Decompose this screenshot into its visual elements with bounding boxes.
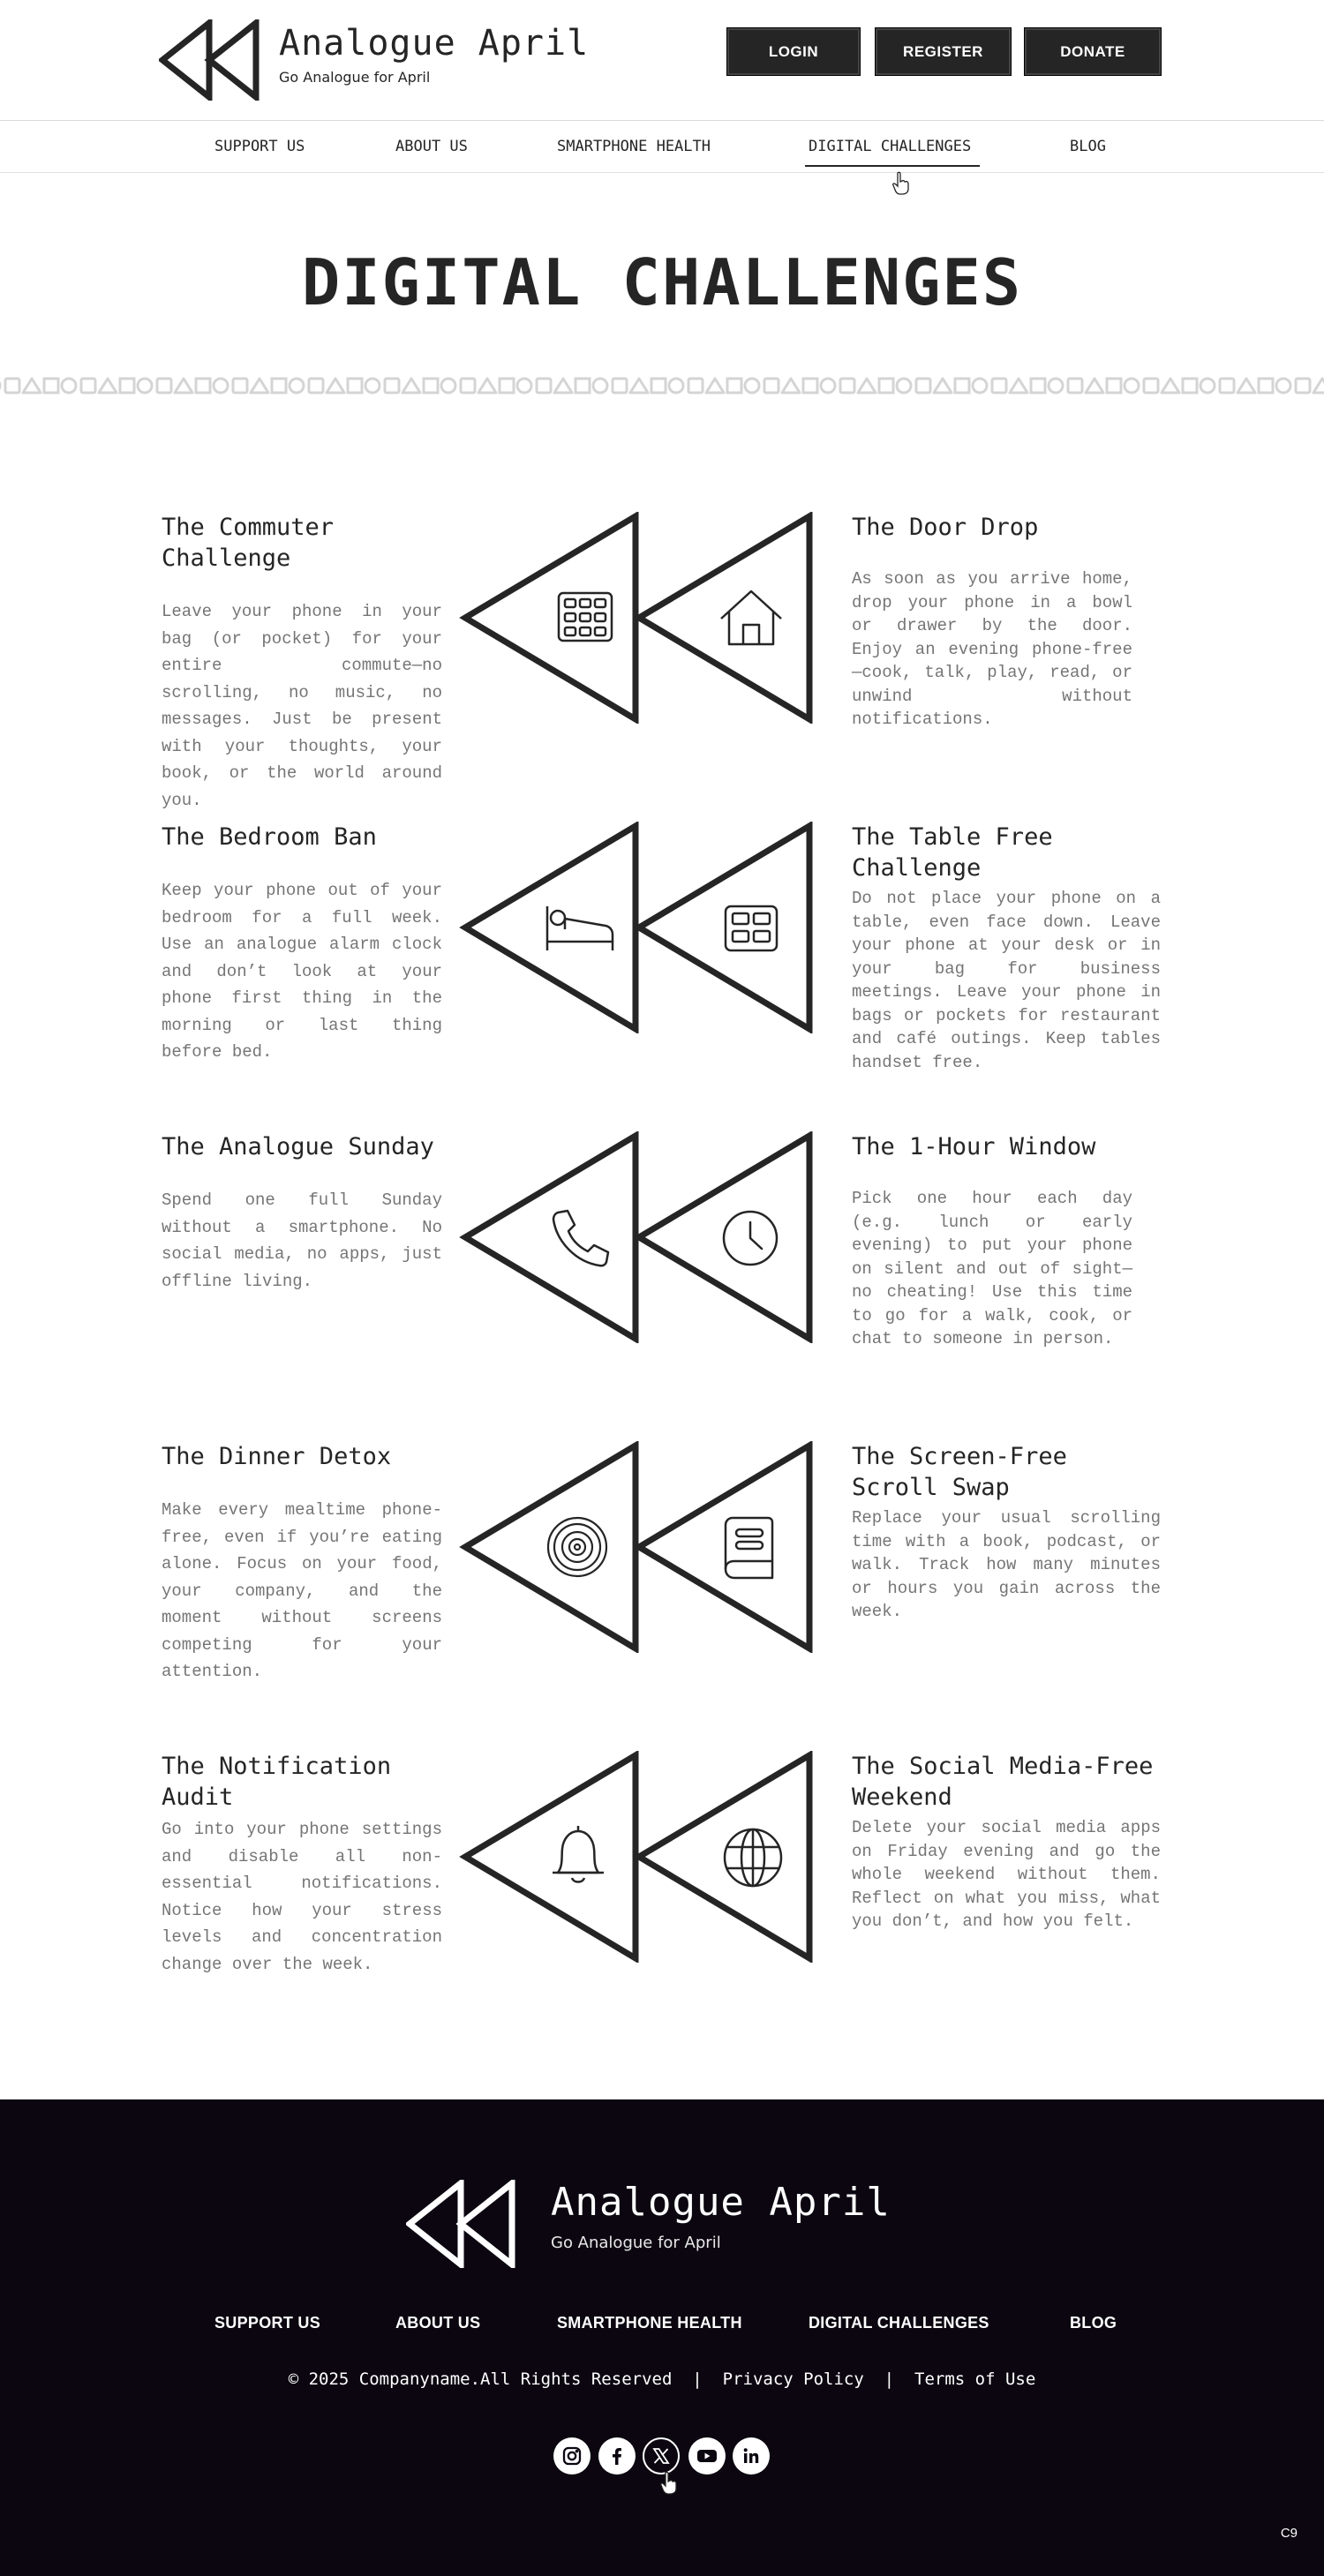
footer-logo[interactable]: [406, 2180, 891, 2268]
site-footer: [0, 2099, 1324, 2576]
terms-of-use-link[interactable]: Terms of Use: [914, 2369, 1036, 2389]
brand-tagline: Go Analogue for April: [279, 69, 431, 86]
footer-nav-blog[interactable]: BLOG: [1070, 2314, 1117, 2332]
challenge-title: The Social Media-Free Weekend: [852, 1753, 1154, 1811]
challenge-description: Make every mealtime phone-free, even if you’re eating alone. Focus on your food, your company, and the moment without screens competing for your attention.: [162, 1500, 442, 1681]
main-nav: [0, 122, 1324, 173]
rewind-logo-icon: [406, 2180, 517, 2268]
footer-nav-about-us[interactable]: ABOUT US: [395, 2314, 481, 2332]
challenge-title: The Bedroom Ban: [162, 823, 377, 851]
legal-separator: |: [692, 2369, 703, 2389]
challenge-description: Pick one hour each day (e.g. lunch or early evening) to put your phone on silent and out of sight—no cheating! Use this time to go for a walk, cook, or chat to someone in person.: [852, 1189, 1132, 1348]
challenge-description: Spend one full Sunday without a smartphone. No social media, no apps, just offline living.: [162, 1190, 442, 1291]
instagram-link[interactable]: [553, 2437, 591, 2475]
challenge-card: [852, 822, 1161, 1074]
challenge-row: [0, 512, 1324, 810]
challenge-description: Delete your social media apps on Friday evening and go the whole weekend without them. Reflect on what you miss, what you don’t, and how you felt.: [852, 1818, 1161, 1931]
instagram-icon: [561, 2445, 583, 2467]
challenge-title: The 1-Hour Window: [852, 1133, 1096, 1160]
hand-cursor-icon: [891, 171, 911, 196]
copyright-text: © 2025 Companyname.All Rights Reserved: [288, 2369, 673, 2389]
login-button[interactable]: LOGIN: [726, 27, 861, 76]
register-button[interactable]: REGISTER: [875, 27, 1012, 76]
header-logo[interactable]: [159, 19, 589, 101]
facebook-icon: [606, 2445, 628, 2467]
challenge-card: [852, 512, 1132, 732]
hand-cursor-icon: [659, 2471, 679, 2496]
shape-pattern-divider: [0, 372, 1324, 399]
challenge-row: [0, 1131, 1324, 1396]
phone-icon: [553, 1211, 608, 1265]
page-title: DIGITAL CHALLENGES: [301, 245, 1023, 319]
clock-icon: [724, 1212, 777, 1265]
rewind-triangles: [459, 822, 821, 1033]
rewind-triangles: [459, 512, 821, 724]
legal-separator: |: [884, 2369, 895, 2389]
plate-icon: [548, 1518, 606, 1576]
challenge-title: The Commuter Challenge: [162, 514, 335, 572]
site-header: [0, 0, 1324, 121]
nav-support-us[interactable]: SUPPORT US: [214, 138, 305, 155]
challenge-title: The Notification Audit: [162, 1753, 392, 1811]
brand-name: Analogue April: [279, 23, 590, 64]
footer-brand-name: Analogue April: [551, 2180, 891, 2225]
challenge-card: [852, 1441, 1161, 1624]
challenge-row: [0, 1441, 1324, 1706]
challenge-title: The Table Free Challenge: [852, 823, 1053, 882]
challenge-description: Go into your phone settings and disable all non-essential notifications. Notice how your stress levels and concentration change over the week.: [162, 1820, 442, 1974]
youtube-link[interactable]: [688, 2437, 726, 2475]
house-icon: [721, 591, 781, 644]
challenge-card: [852, 1131, 1132, 1351]
grid-icon: [559, 593, 612, 641]
challenge-card: [162, 822, 442, 1066]
challenge-card: [162, 1131, 442, 1295]
facebook-link[interactable]: [598, 2437, 636, 2475]
challenge-description: As soon as you arrive home, drop your phone in a bowl or drawer by the door. Enjoy an evening phone-free—cook, talk, play, read, or unwind without notifications.: [852, 569, 1132, 729]
challenge-description: Leave your phone in your bag (or pocket) for your entire commute—no scrolling, no music, no messages. Just be present with your thoughts, your book, or the world around you.: [162, 602, 442, 810]
challenge-title: The Dinner Detox: [162, 1443, 392, 1470]
challenge-description: Do not place your phone on a table, even face down. Leave your phone at your desk or in your bag for business meetings. Leave your phone in bags or pockets for restaurant and café outings. Keep tables handset free.: [852, 889, 1161, 1072]
nav-smartphone-health[interactable]: SMARTPHONE HEALTH: [557, 138, 711, 155]
table-icon: [726, 906, 777, 950]
bell-icon: [553, 1826, 604, 1882]
linkedin-link[interactable]: [733, 2437, 770, 2475]
nav-about-us[interactable]: ABOUT US: [395, 138, 468, 155]
rewind-triangles: [459, 1441, 821, 1653]
challenge-row: [0, 822, 1324, 1086]
x-link[interactable]: [643, 2437, 680, 2475]
footer-brand-tagline: Go Analogue for April: [551, 2234, 721, 2252]
challenge-card: [162, 512, 442, 814]
nav-digital-challenges[interactable]: DIGITAL CHALLENGES: [809, 138, 972, 155]
nav-blog[interactable]: BLOG: [1070, 138, 1106, 155]
challenge-card: [852, 1751, 1161, 1934]
rewind-logo-icon: [159, 19, 261, 101]
linkedin-icon: [741, 2445, 762, 2467]
footer-nav-smartphone-health[interactable]: SMARTPHONE HEALTH: [557, 2314, 742, 2332]
bed-icon: [547, 906, 613, 950]
challenge-title: The Analogue Sunday: [162, 1133, 434, 1160]
challenge-title: The Screen-Free Scroll Swap: [852, 1443, 1067, 1501]
privacy-policy-link[interactable]: Privacy Policy: [722, 2369, 864, 2389]
challenge-card: [162, 1441, 442, 1686]
globe-icon: [725, 1829, 781, 1886]
youtube-icon: [696, 2445, 718, 2467]
rewind-triangles: [459, 1131, 821, 1343]
x-icon: [651, 2445, 672, 2467]
rewind-triangles: [459, 1751, 821, 1963]
footer-nav-digital-challenges[interactable]: DIGITAL CHALLENGES: [809, 2314, 989, 2332]
footer-nav-support-us[interactable]: SUPPORT US: [214, 2314, 321, 2332]
book-icon: [726, 1518, 772, 1578]
challenge-description: Keep your phone out of your bedroom for a full week. Use an analogue alarm clock and don’t look at your phone first thing in the morning or last thing before bed.: [162, 881, 442, 1062]
donate-button[interactable]: DONATE: [1024, 27, 1162, 76]
footer-legal: [0, 2369, 1324, 2389]
challenge-card: [162, 1751, 442, 1978]
challenge-row: [0, 1751, 1324, 2016]
corner-badge: C9: [1280, 2526, 1298, 2541]
challenge-description: Replace your usual scrolling time with a book, podcast, or walk. Track how many minutes or hours you gain across the week.: [852, 1508, 1161, 1621]
challenge-title: The Door Drop: [852, 514, 1039, 541]
